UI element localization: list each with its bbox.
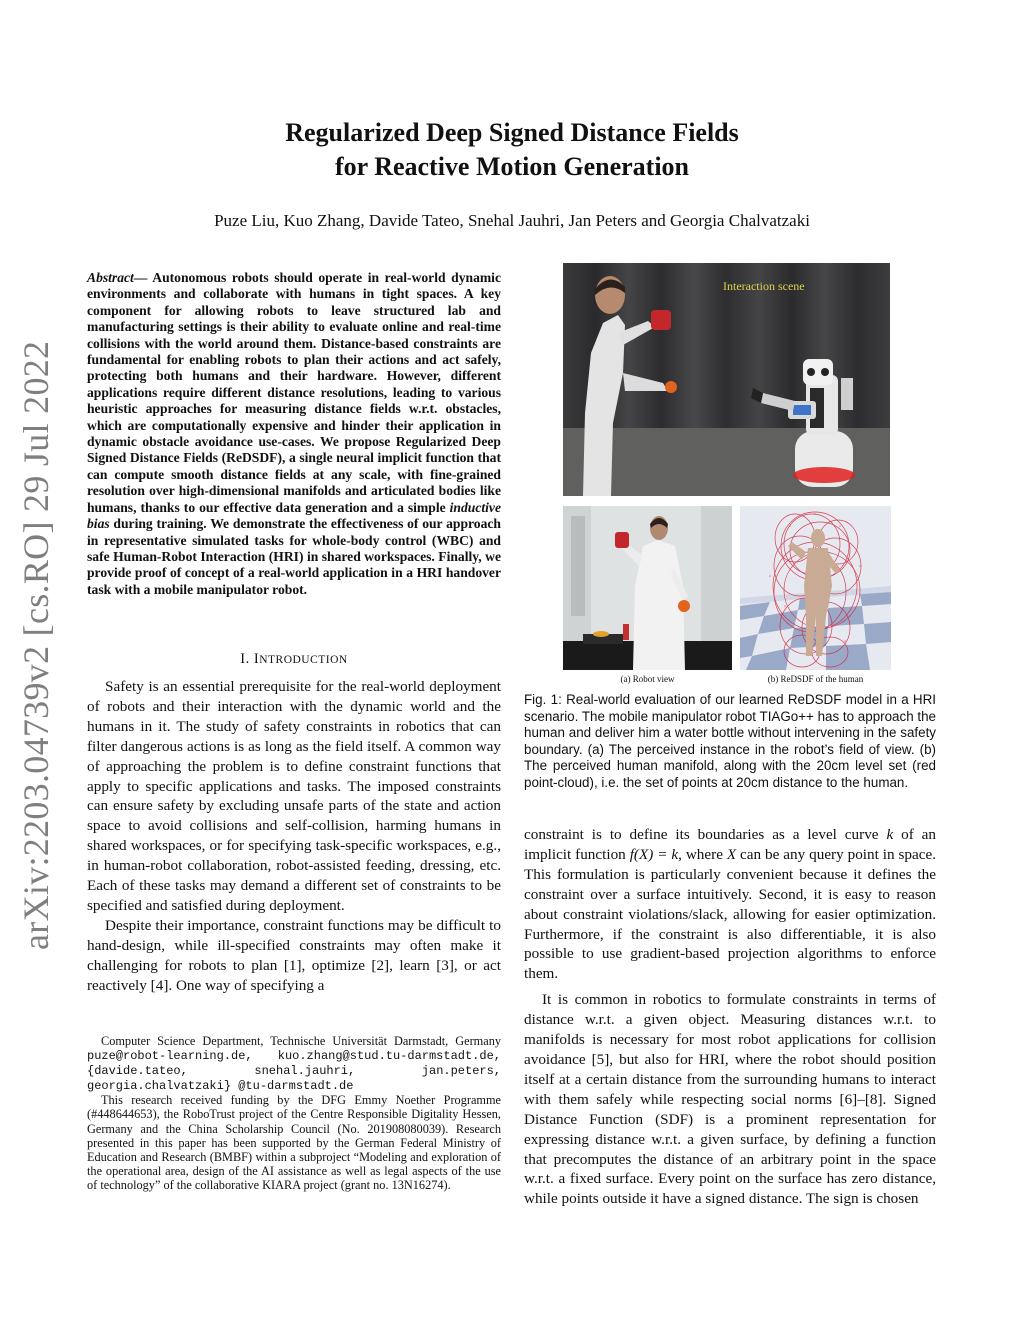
figure-robot-view (563, 506, 732, 670)
email-list: puze@robot-learning.de, kuo.zhang@stud.tu-darmstadt.de, {davide.tateo, snehal.jauhri, jan.peters, georgia.chalvatzaki} @tu-darmstadt.de (87, 1049, 501, 1094)
footnote-affiliation (87, 1034, 501, 1093)
right-column-text (524, 825, 936, 1209)
right-p1-a: constraint is to define its boundaries as a level curve (524, 826, 887, 843)
abstract (87, 270, 501, 598)
section-rest: NTRODUCTION (259, 654, 348, 666)
title-line-2: for Reactive Motion Generation (334, 152, 690, 181)
arxiv-watermark (4, 340, 64, 950)
intro-paragraph-2: Despite their importance, constraint functions may be difficult to hand-design, while ill-specified constraints may often make it challenging for robots to plan [1], optimize [2], learn [3], or act reactively [4]. One way of specifying a (87, 916, 501, 994)
right-p1-d: can be any query point in space. This formulation is particularly convenient because it defines the constraint over a surface intuitively. Second, it is easy to reason about constraint violations/slack, allowing for easier optimization. Furthermore, if the constraint is also differentiable, it is also possible to use gradient-based projection algorithms to enforce them. (524, 845, 937, 983)
section-number: I. (240, 651, 254, 667)
figure-caption: Fig. 1: Real-world evaluation of our learned ReDSDF model in a HRI scenario. The mobile manipulator robot TIAGo++ has to approach the human and deliver him a water bottle without intervening in the safety boundary. (a) The perceived instance in the robot’s field of view. (b) The perceived human manifold, along with the 20cm level set (red point-cloud), i.e. the set of points at 20cm distance to the human. (524, 692, 936, 790)
subcaption-b: (b) ReDSDF of the human (767, 674, 864, 684)
right-p1-c: , where (678, 845, 727, 863)
arxiv-id: arXiv:2203.04739v2 [cs.RO] 29 Jul 2022 (16, 340, 56, 950)
footnote-funding: This research received funding by the DFG Emmy Noether Programme (#448644653), the RoboTrust project of the Centre Responsible Digitality Hessen, Germany and the China Scholarship Council (No. 201908080039). Research presented in this paper has been supported by the German Federal Ministry of Education and Research (BMBF) within a subproject “Modeling and exploration of the operational area, design of the AI assistance as well as legal aspects of the use of technology” of the collaborative KIARA project (grant no. 13N16274). (87, 1093, 501, 1192)
abstract-text-a: Autonomous robots should operate in real-world dynamic environments and collaborate with humans in tight spaces. A key component for allowing robots to leave structured lab and manufacturing settings is their ability to evaluate online and real-time collisions with the world around them. Distance-based constraints are fundamental for enabling robots to plan their actions and act safely, protecting both humans and their hardware. However, different applications require different distance resolutions, leading to various heuristic approaches for measuring distance fields w.r.t. obstacles, which are computationally expensive and hinder their application in dynamic obstacle avoidance use-cases. We propose Regularized Deep Signed Distance Fields (ReDSDF), a single neural implicit function that can compute smooth distance fields at any scale, with fine-grained resolution over high-dimensional manifolds and articulated bodies like humans, thanks to our effective data generation and a simple (87, 270, 501, 515)
figure-redsdf-human (740, 506, 891, 670)
abstract-text-b: during training. We demonstrate the effectiveness of our approach in representative simulated tasks for whole-body control (WBC) and safe Human-Robot Interaction (HRI) in shared workspaces. Finally, we provide proof of concept of a real-world application in a HRI handover task with a mobile manipulator robot. (87, 516, 501, 597)
footnotes (87, 1034, 501, 1192)
abstract-label: Abstract— (87, 270, 148, 285)
math-x: X (726, 845, 737, 863)
right-paragraph-1 (524, 825, 936, 984)
section-first-letter: I (253, 651, 260, 667)
abstract-italic: inductive bias (87, 499, 501, 532)
paper-title (200, 116, 824, 184)
subcaption-a: (a) Robot view (620, 674, 675, 684)
authors: Puze Liu, Kuo Zhang, Davide Tateo, Snehal Jauhri, Jan Peters and Georgia Chalvatzaki (214, 211, 810, 230)
affiliation-text: Computer Science Department, Technische Universität Darmstadt, Germany (101, 1034, 501, 1048)
math-k: k (886, 826, 894, 843)
figure-interaction-scene (563, 263, 890, 496)
right-paragraph-2: It is common in robotics to formulate constraints in terms of distance w.r.t. a given object. Measuring distances w.r.t. to manifolds is necessary for most robot applications for collision avoidance [5], but also for HRI, where the robot should position itself at a certain distance from the surrounding humans to interact with them safely while respecting social norms [6]–[8]. Signed Distance Function (SDF) is a prominent representation for expressing distance w.r.t. a given surface, by defining a function that precomputes the distance of an arbitrary point in the space w.r.t. a fixed surface. Every point on the surface has zero distance, while points outside it have a signed distance. The sign is chosen (524, 991, 936, 1208)
section-heading-introduction (87, 651, 501, 668)
right-p1-b: of an implicit function (524, 826, 936, 863)
math-fx: f(X) = k (629, 845, 679, 863)
title-line-1: Regularized Deep Signed Distance Fields (285, 118, 739, 147)
intro-text (87, 677, 501, 996)
intro-paragraph-1: Safety is an essential prerequisite for the real-world deployment of robots and their interaction with the dynamic world and the humans in it. The study of safety constraints in robotics that can filter dangerous actions is as long as the field itself. A common way of approaching the problem is to define constraint functions that apply to specific applications and tasks. The imposed constraints can ensure safety by excluding unsafe parts of the state and action space to avoid collisions and self-collision, harming humans in shared workspaces, or for specifying task-specific workspaces, e.g., in human-robot collaboration, robot-assisted feeding, dressing, etc. Each of these tasks may demand a different set of constraints to be specified and satisfied during deployment. (87, 678, 501, 914)
interaction-scene-label: Interaction scene (723, 279, 805, 293)
